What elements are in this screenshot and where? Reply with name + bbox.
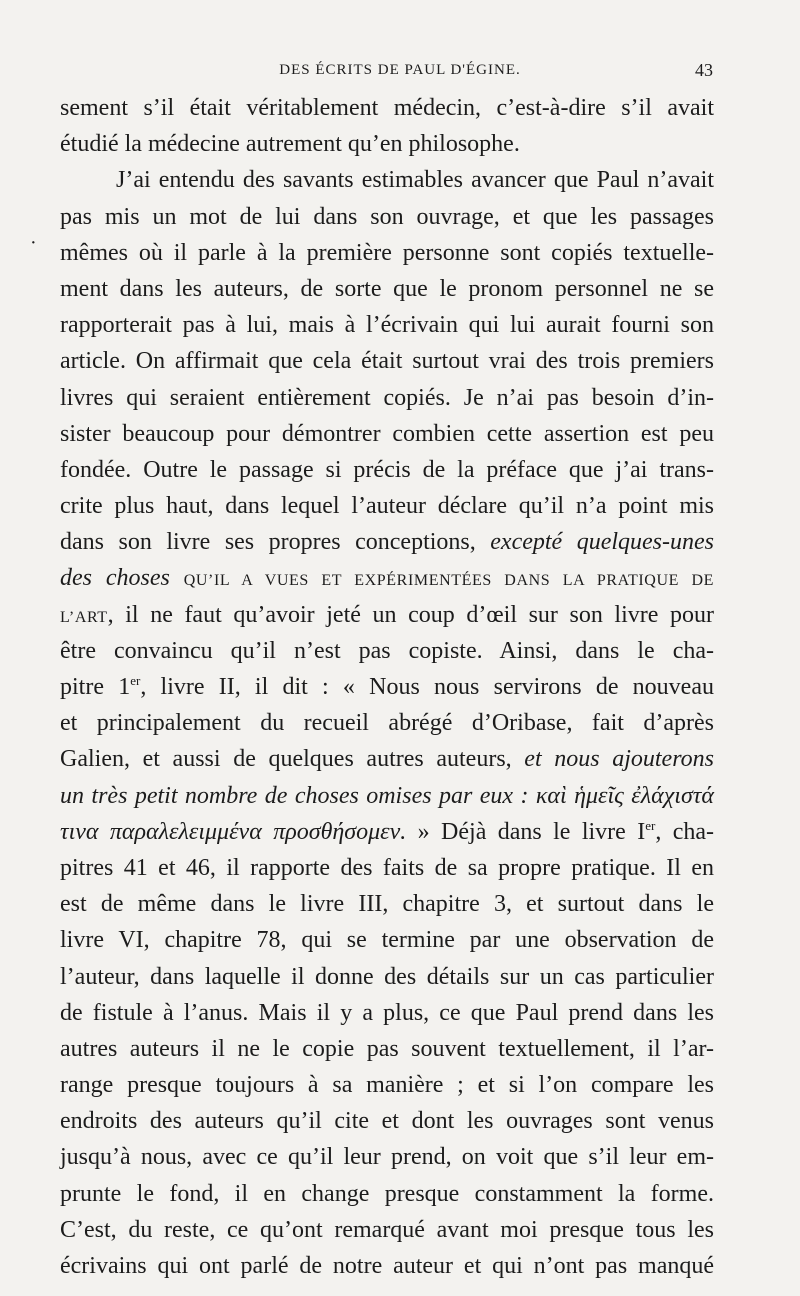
text-line: [60, 1139, 714, 1175]
text-run: range presque toujours à sa manière ; et si l’on compare les: [60, 1072, 714, 1099]
text-line: [60, 597, 714, 633]
text-line: [60, 1212, 714, 1248]
text-run: L’ART: [60, 608, 108, 626]
text-line: [60, 886, 714, 922]
page-number: 43: [695, 60, 713, 80]
text-line: [60, 271, 714, 307]
text-line: [60, 741, 714, 777]
text-run: Galien, et aussi de quelques autres auteurs,: [60, 746, 525, 773]
text-run: pitres 41 et 46, il rapporte des faits de sa propre pratique. Il en: [60, 854, 714, 881]
text-line: [60, 126, 714, 162]
text-run: er: [130, 673, 141, 688]
text-run: sister beaucoup pour démontrer combien cette assertion est peu: [60, 420, 714, 447]
text-run: prunte le fond, il en change presque constamment la forme.: [60, 1180, 714, 1207]
text-run: , livre II, il dit : « Nous nous servirons de nouveau: [140, 674, 714, 700]
text-line: [60, 343, 714, 379]
text-line: [60, 814, 714, 850]
text-run: mêmes où il parle à la première personne sont copiés textuelle-: [60, 239, 714, 266]
text-run: sement s’il était véritablement médecin, c’est-à-dire s’il avait: [60, 95, 714, 121]
text-run: autres auteurs il ne le copie pas souvent textuellement, il l’ar-: [60, 1035, 714, 1062]
text-run: , cha-: [655, 818, 714, 845]
text-run: pas mis un mot de lui dans son ouvrage, et que les passages: [60, 203, 714, 230]
text-run: des choses: [60, 565, 184, 592]
text-run: pitre 1: [60, 674, 131, 700]
text-run: livre VI, chapitre 78, qui se termine par une observation de: [60, 927, 714, 954]
text-line: [60, 995, 714, 1031]
text-line: [60, 452, 714, 488]
body-text: [60, 90, 714, 1284]
text-line: [60, 235, 714, 271]
text-run: écrivains qui ont parlé de notre auteur et qui n’ont pas manqué: [60, 1253, 714, 1279]
text-run: l’auteur, dans laquelle il donne des détails sur un cas particulier: [60, 963, 714, 990]
text-run: est de même dans le livre III, chapitre 3, et surtout dans le: [60, 891, 714, 918]
text-run: jusqu’à nous, avec ce qu’il leur prend, on voit que s’il leur em-: [60, 1144, 714, 1171]
text-run: excepté quelques-unes: [490, 529, 714, 556]
text-line: [60, 560, 714, 596]
margin-mark: ·: [30, 232, 37, 254]
text-line: [60, 1031, 714, 1067]
text-line: [60, 633, 714, 669]
text-run: et principalement du recueil abrégé d’Oribase, fait d’après: [60, 710, 714, 737]
text-line: [60, 307, 714, 343]
text-line: [60, 524, 714, 560]
text-run: C’est, du reste, ce qu’ont remarqué avant moi presque tous les: [60, 1216, 714, 1243]
text-line: [60, 1103, 714, 1139]
text-line: [60, 199, 714, 235]
text-run: ment dans les auteurs, de sorte que le pronom personnel ne se: [60, 275, 714, 302]
text-run: er: [645, 817, 656, 833]
text-run: dans son livre ses propres conceptions,: [60, 529, 491, 556]
text-run: endroits des auteurs qu’il cite et dont les ouvrages sont venus: [60, 1108, 714, 1135]
text-run: QU’IL A VUES ET EXPÉRIMENTÉES DANS LA PRATIQUE DE: [183, 572, 714, 590]
text-run: » Déjà dans le livre I: [406, 818, 646, 845]
text-run: crite plus haut, dans lequel l’auteur déclare qu’il n’a point mis: [60, 493, 714, 520]
text-run: , il ne faut qu’avoir jeté un coup d’œil sur son livre pour: [107, 601, 714, 628]
text-line: [60, 416, 714, 452]
text-line: [60, 778, 714, 814]
text-line: [60, 1067, 714, 1103]
text-run: article. On affirmait que cela était surtout vrai des trois premiers: [60, 348, 714, 375]
text-run: J’ai entendu des savants estimables avancer que Paul n’avait: [116, 167, 714, 194]
text-line: [60, 705, 714, 741]
text-run: rapporterait pas à lui, mais à l’écrivain qui lui aurait fourni son: [60, 312, 714, 339]
text-line: [60, 162, 714, 198]
text-run: livres qui seraient entièrement copiés. Je n’ai pas besoin d’in-: [60, 384, 714, 411]
running-title: DES ÉCRITS DE PAUL D'ÉGINE.: [279, 62, 521, 78]
text-line: [60, 380, 714, 416]
text-line: [60, 959, 714, 995]
text-line: [60, 90, 714, 126]
text-run: τινα παραλελειμμένα προσθήσομεν.: [60, 818, 407, 845]
running-head: [0, 60, 800, 84]
text-line: [60, 850, 714, 886]
text-line: [60, 488, 714, 524]
text-run: et nous ajouterons: [524, 746, 714, 773]
text-line: [60, 1176, 714, 1212]
text-run: fondée. Outre le passage si précis de la préface que j’ai trans-: [60, 456, 714, 483]
text-line: [60, 669, 714, 705]
text-run: être convaincu qu’il n’est pas copiste. Ainsi, dans le cha-: [60, 637, 714, 664]
text-line: [60, 1248, 714, 1284]
text-line: [60, 922, 714, 958]
text-run: de fistule à l’anus. Mais il y a plus, ce que Paul prend dans les: [60, 999, 714, 1026]
text-run: un très petit nombre de choses omises par eux : καὶ ἡμεῖς ἐλάχιστά: [60, 782, 714, 809]
text-run: étudié la médecine autrement qu’en philosophe.: [60, 131, 520, 158]
